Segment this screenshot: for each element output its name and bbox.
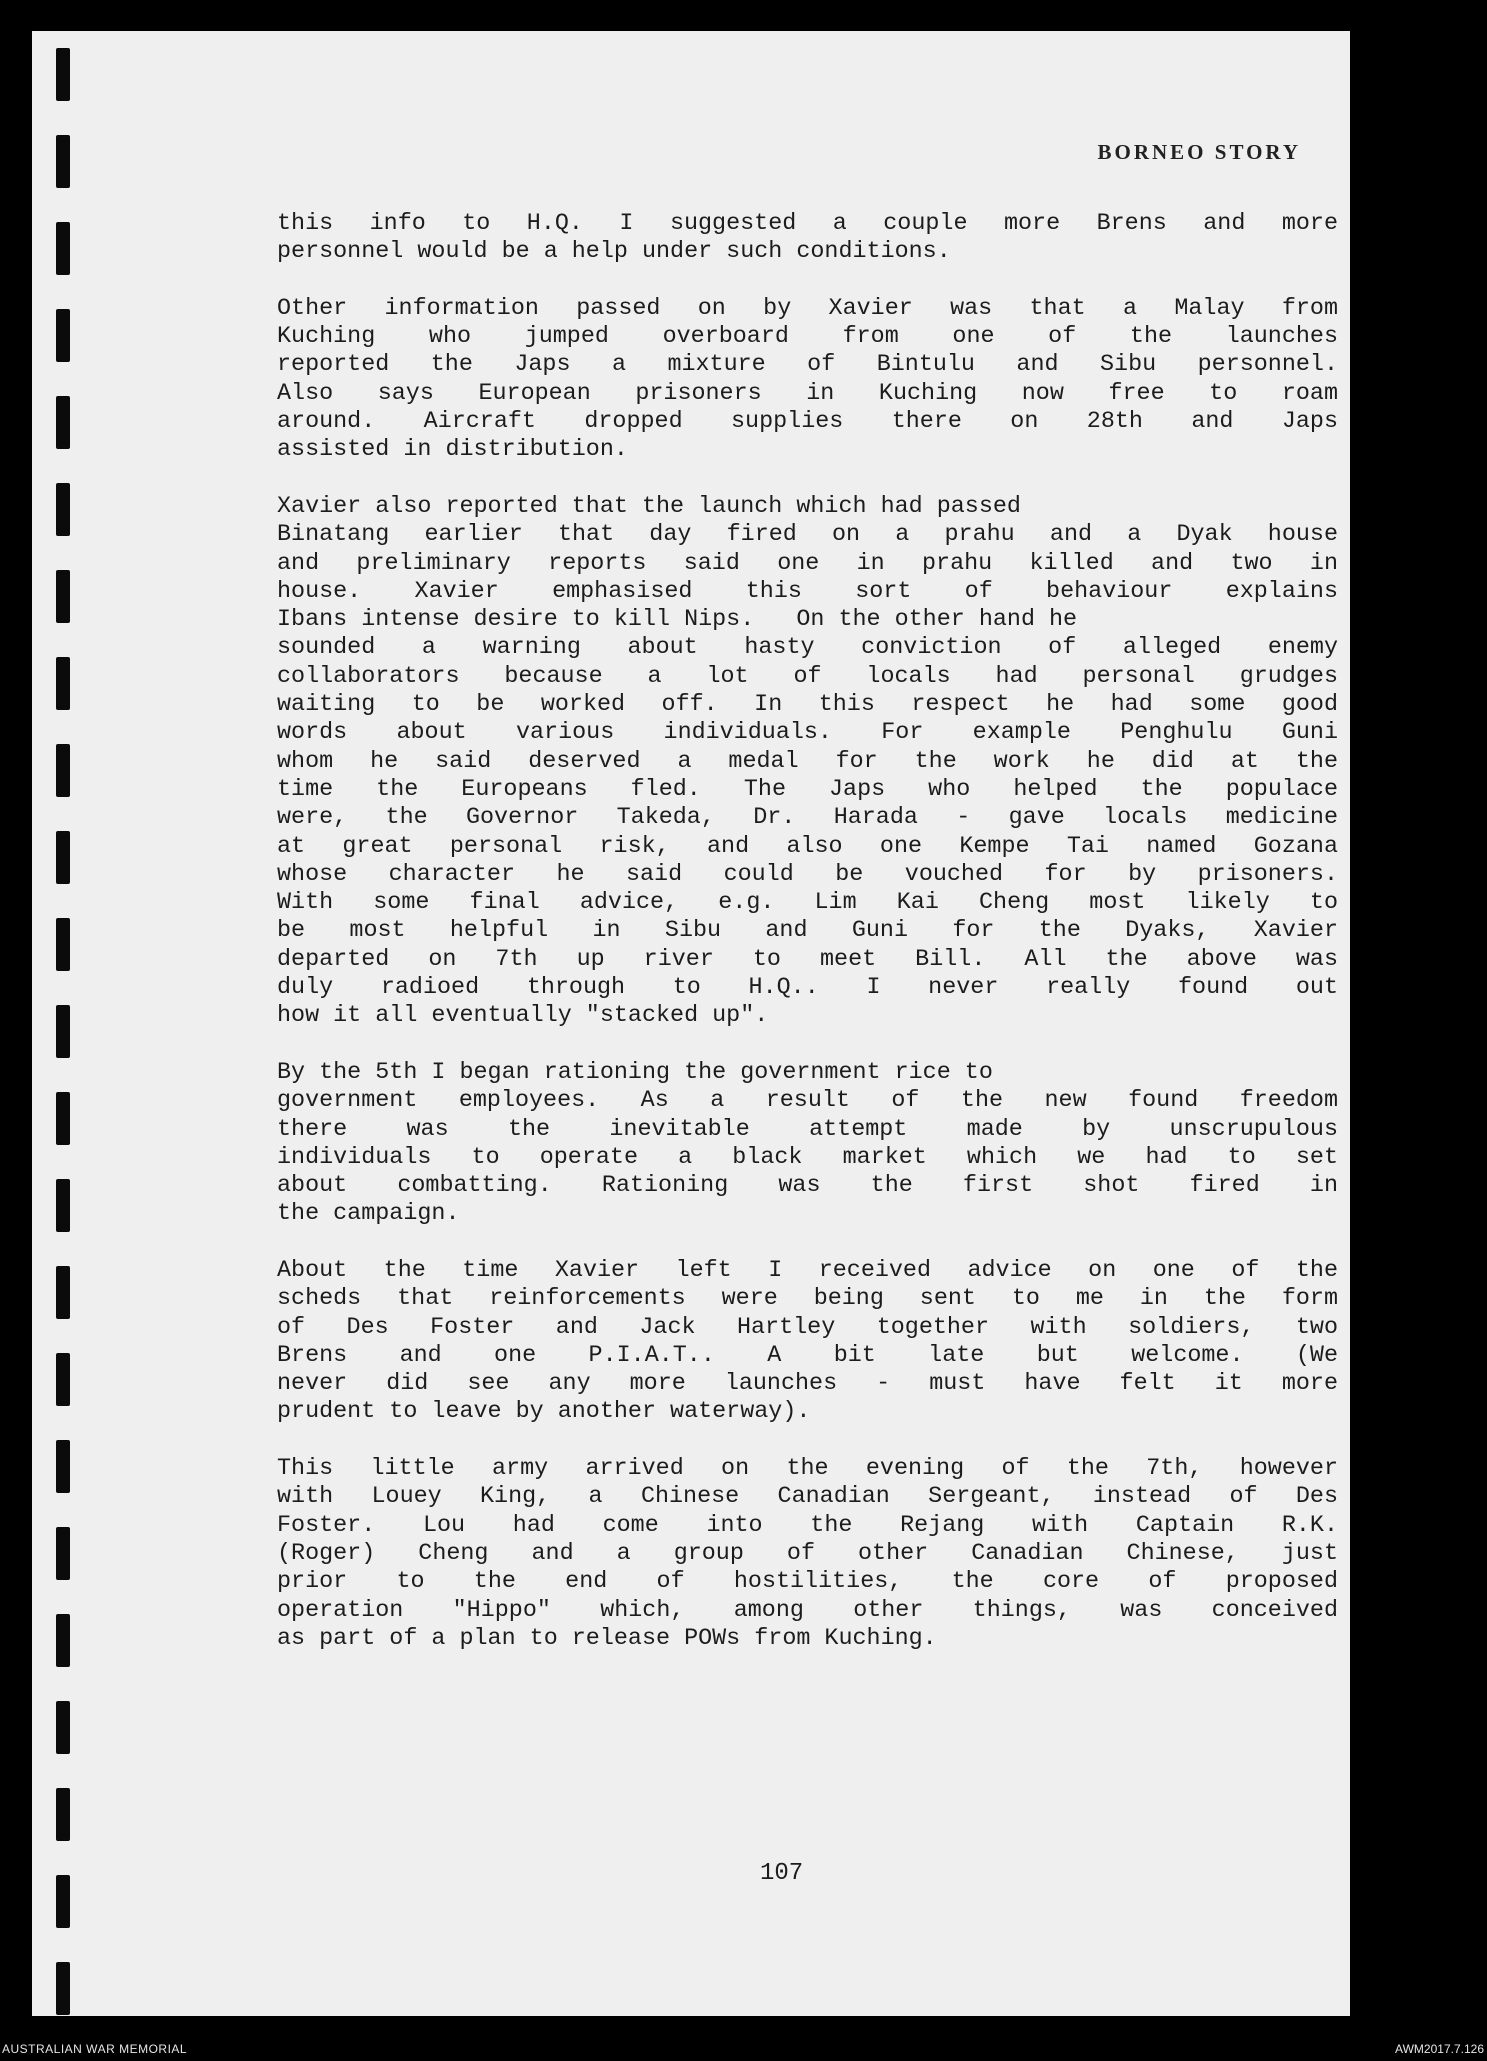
paragraph [277,295,1338,465]
text-line: waiting to be worked off. In this respect he had some good [277,692,1338,719]
text-line: about combatting. Rationing was the first shot fired in [277,1173,1338,1200]
binding-hole [56,1440,70,1493]
running-header: BORNEO STORY [1097,140,1301,164]
text-line: Binatang earlier that day fired on a prahu and a Dyak house [277,522,1338,549]
text-line: reported the Japs a mixture of Bintulu and Sibu personnel. [277,352,1338,379]
text-line: Also says European prisoners in Kuching now free to roam [277,380,1338,407]
binding-hole [56,1788,70,1841]
binding-hole [56,657,70,710]
binding-hole [56,483,70,536]
text-line: This little army arrived on the evening of the 7th, however [277,1456,1338,1483]
text-line: how it all eventually "stacked up". [277,1003,769,1030]
paragraph [277,210,1338,267]
binding-hole [56,48,70,101]
binding-hole [56,396,70,449]
binding-hole [56,744,70,797]
body-text [277,210,1338,1681]
text-line: departed on 7th up river to meet Bill. All the above was [277,946,1338,973]
text-line: Kuching who jumped overboard from one of the launches [277,324,1338,351]
footer-source-label: AUSTRALIAN WAR MEMORIAL [2,2042,188,2056]
binding-hole [56,918,70,971]
binding-hole [56,1005,70,1058]
text-line: sounded a warning about hasty conviction of alleged enemy [277,635,1338,662]
text-line: Foster. Lou had come into the Rejang with Captain R.K. [277,1512,1338,1539]
text-line: assisted in distribution. [277,437,628,464]
binding-hole [56,222,70,275]
text-line: collaborators because a lot of locals had personal grudges [277,663,1338,690]
page-number: 107 [760,1860,804,1887]
text-line: whose character he said could be vouched for by prisoners. [277,861,1338,888]
binding-hole [56,1701,70,1754]
text-line: there was the inevitable attempt made by unscrupulous [277,1116,1338,1143]
paragraph [277,1059,1338,1229]
text-line: whom he said deserved a medal for the work he did at the [277,748,1338,775]
binding-hole [56,1092,70,1145]
text-line: duly radioed through to H.Q.. I never really found out [277,975,1338,1002]
text-line: were, the Governor Takeda, Dr. Harada - gave locals medicine [277,805,1338,832]
text-line: scheds that reinforcements were being sent to me in the form [277,1286,1338,1313]
text-line: Other information passed on by Xavier was that a Malay from [277,295,1338,322]
paragraph [277,1257,1338,1427]
binding-hole [56,1527,70,1580]
text-line: Ibans intense desire to kill Nips. On the other hand he [277,607,1078,634]
text-line: personnel would be a help under such conditions. [277,239,951,266]
text-line: at great personal risk, and also one Kempe Tai named Gozana [277,833,1338,860]
text-line: time the Europeans fled. The Japs who helped the populace [277,776,1338,803]
binding-hole [56,1614,70,1667]
text-line: never did see any more launches - must have felt it more [277,1371,1338,1398]
binding-hole [56,1353,70,1406]
text-line: (Roger) Cheng and a group of other Canadian Chinese, just [277,1540,1338,1567]
text-line: By the 5th I began rationing the government rice to [277,1059,993,1086]
text-line: About the time Xavier left I received advice on one of the [277,1257,1338,1284]
footer-accession-number: AWM2017.7.126 [1395,2042,1484,2056]
text-line: prior to the end of hostilities, the core of proposed [277,1569,1338,1596]
binding-hole [56,831,70,884]
text-line: prudent to leave by another waterway). [277,1399,811,1426]
text-line: Brens and one P.I.A.T.. A bit late but welcome. (We [277,1342,1338,1369]
text-line: this info to H.Q. I suggested a couple more Brens and more [277,211,1338,237]
binding-hole [56,1875,70,1928]
text-line: operation "Hippo" which, among other things, was conceived [277,1597,1338,1624]
text-line: words about various individuals. For example Penghulu Guni [277,720,1338,747]
text-line: be most helpful in Sibu and Guni for the Dyaks, Xavier [277,918,1338,945]
text-line: and preliminary reports said one in prahu killed and two in [277,550,1338,577]
text-line: government employees. As a result of the new found freedom [277,1088,1338,1115]
binding-hole [56,309,70,362]
binding-hole [56,135,70,188]
text-line: house. Xavier emphasised this sort of behaviour explains [277,578,1338,605]
text-line: as part of a plan to release POWs from Kuching. [277,1625,937,1652]
paragraph [277,1455,1338,1653]
text-line: with Louey King, a Chinese Canadian Sergeant, instead of Des [277,1484,1338,1511]
text-line: With some final advice, e.g. Lim Kai Cheng most likely to [277,890,1338,917]
text-line: the campaign. [277,1201,460,1228]
text-line: of Des Foster and Jack Hartley together with soldiers, two [277,1314,1338,1341]
text-line: Xavier also reported that the launch which had passed [277,493,1021,520]
paragraph [277,493,1338,1031]
binding-hole [56,1179,70,1232]
document-page [32,31,1350,2016]
binding-hole [56,1962,70,2015]
binding-holes [56,31,72,2016]
text-line: individuals to operate a black market which we had to set [277,1144,1338,1171]
binding-hole [56,570,70,623]
binding-hole [56,1266,70,1319]
text-line: around. Aircraft dropped supplies there on 28th and Japs [277,409,1338,436]
